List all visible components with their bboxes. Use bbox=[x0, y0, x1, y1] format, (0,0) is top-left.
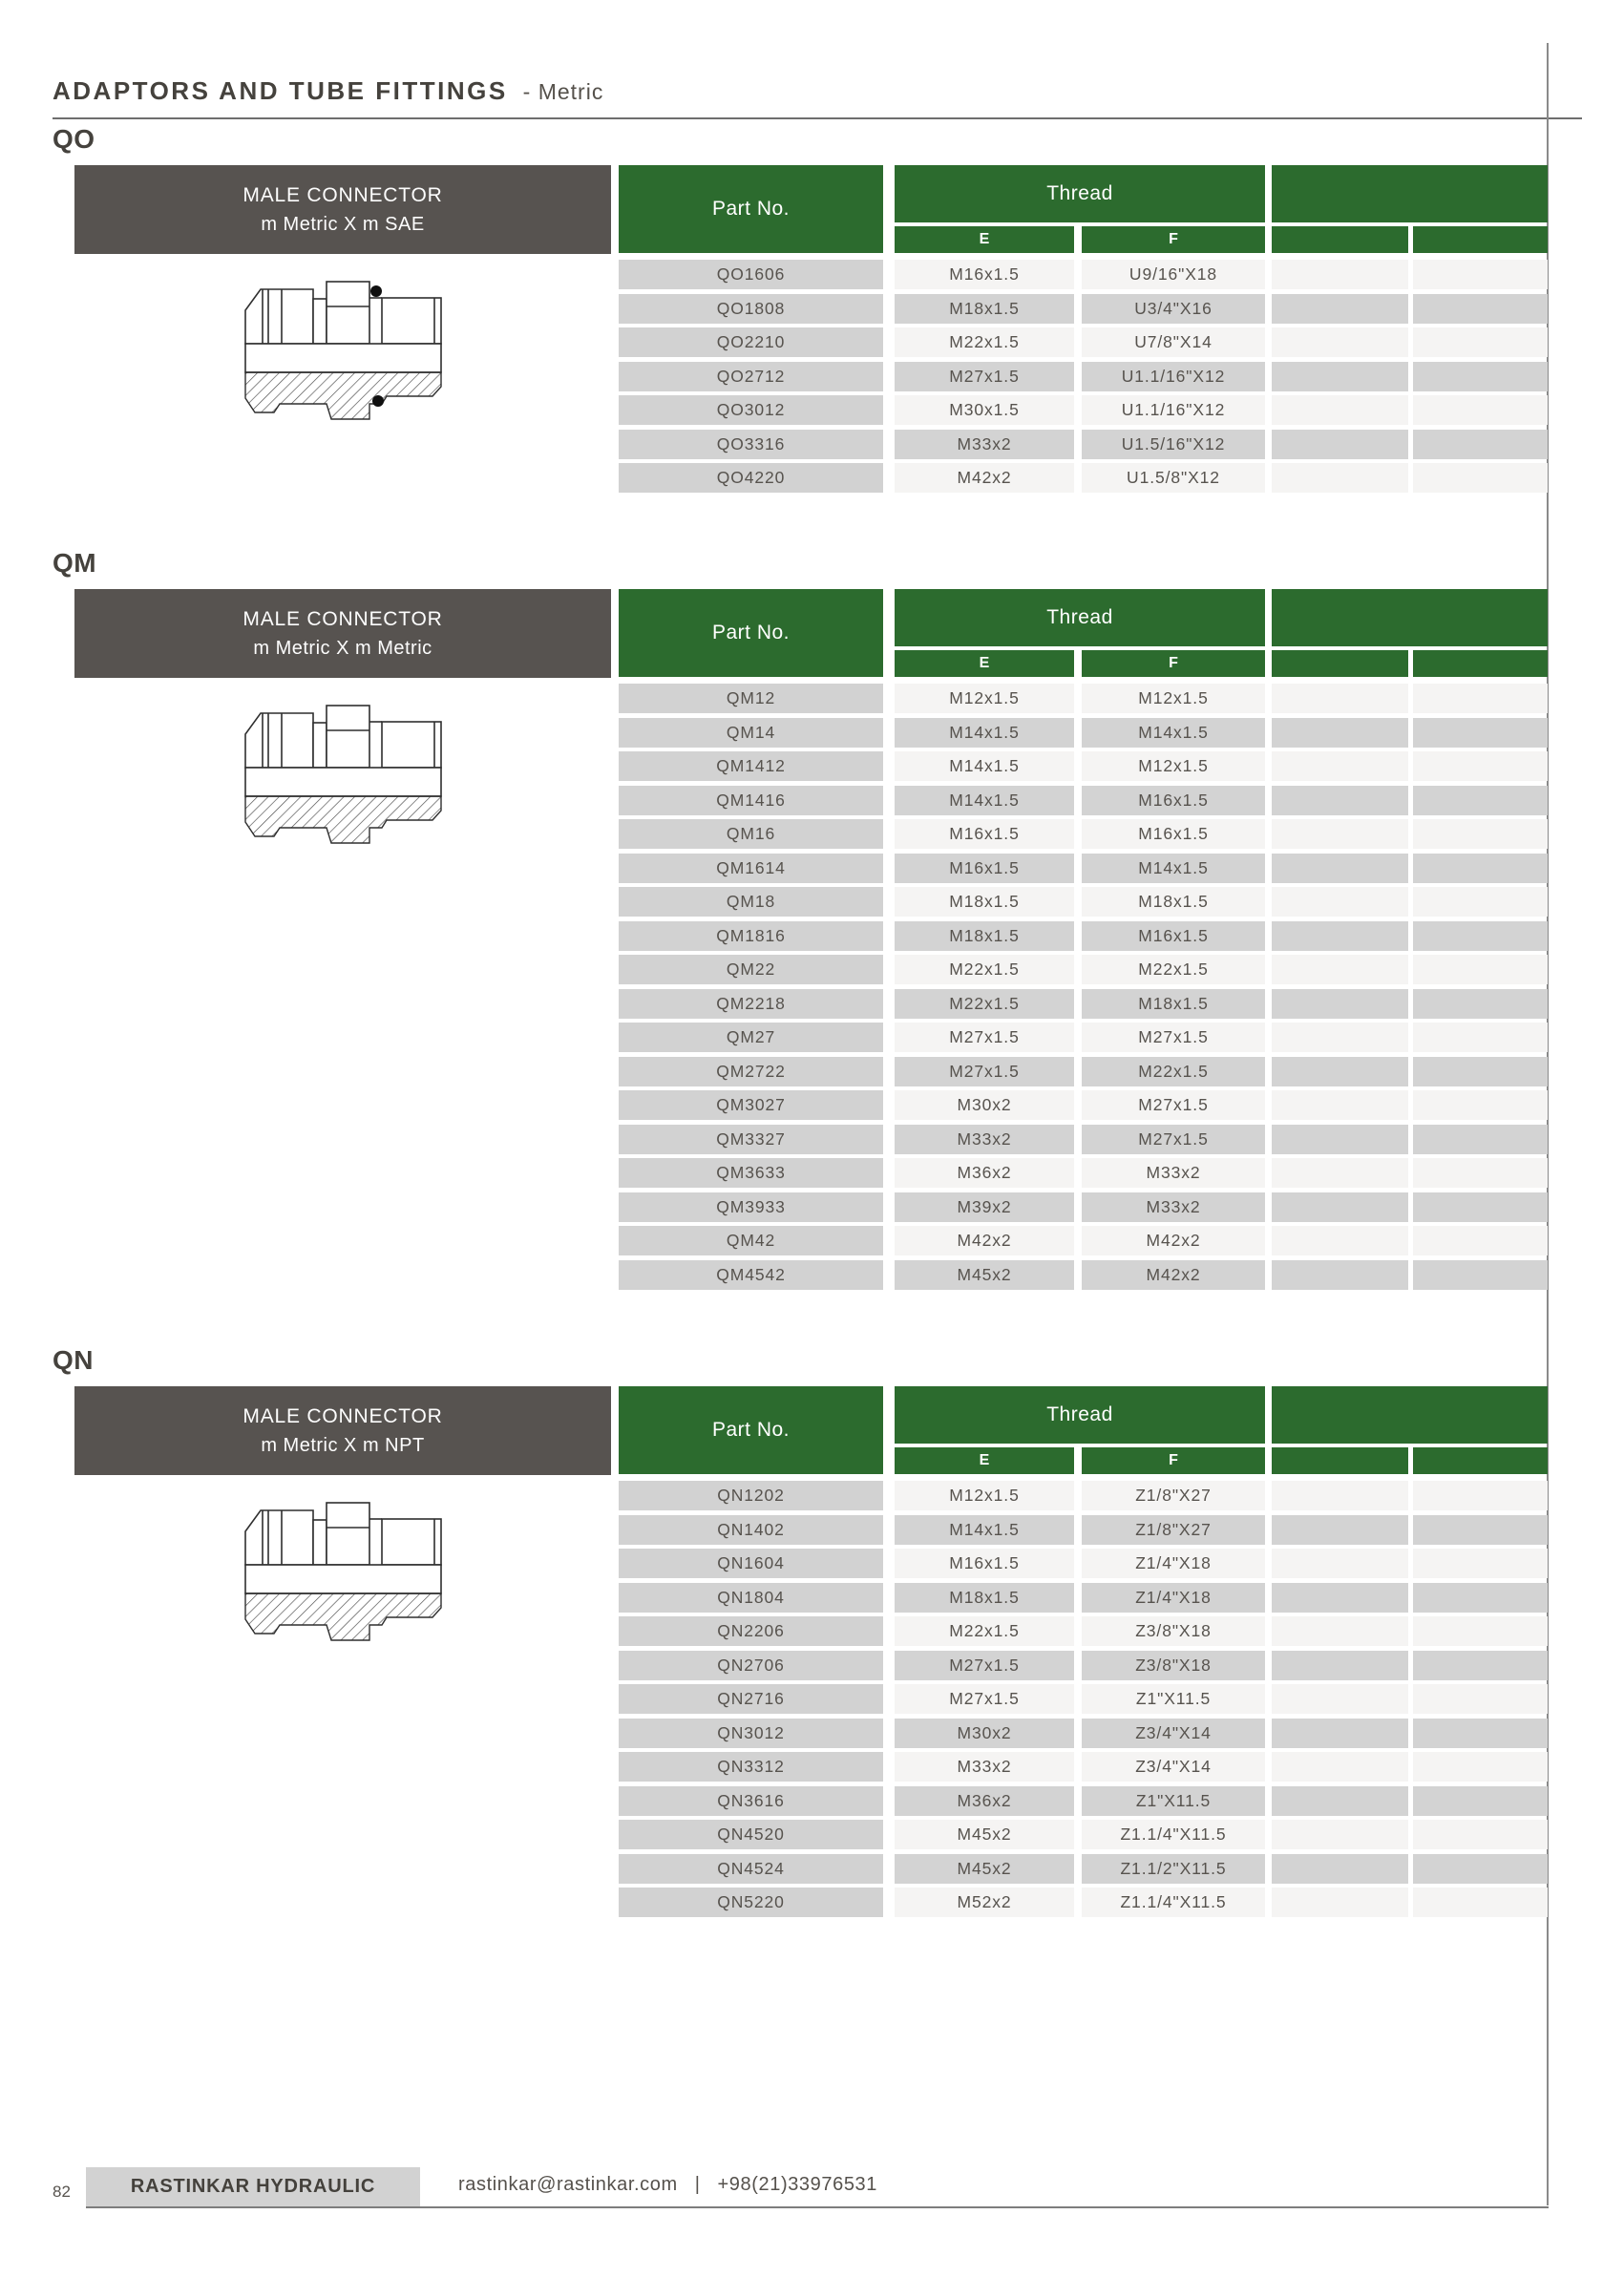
table-row bbox=[619, 1090, 1548, 1120]
cell-empty bbox=[1413, 786, 1548, 815]
column-header-thread-label: Thread bbox=[1046, 606, 1113, 628]
column-header-extra-2 bbox=[1413, 1447, 1548, 1474]
footer-brand bbox=[86, 2167, 420, 2206]
footer-phone: +98(21)33976531 bbox=[717, 2174, 877, 2195]
cell-part-no: QO4220 bbox=[619, 463, 883, 493]
cell-part-no: QM1412 bbox=[619, 751, 883, 781]
table-row bbox=[619, 1752, 1548, 1782]
column-header-thread-f bbox=[1082, 650, 1265, 677]
cell-thread-e: M12x1.5 bbox=[895, 1481, 1074, 1510]
table-row bbox=[619, 1260, 1548, 1290]
cell-empty bbox=[1413, 327, 1548, 357]
product-name: MALE CONNECTOR bbox=[243, 183, 443, 206]
cell-thread-e: M45x2 bbox=[895, 1260, 1074, 1290]
cell-empty bbox=[1272, 1226, 1408, 1255]
product-name: MALE CONNECTOR bbox=[243, 607, 443, 630]
table-row bbox=[619, 1158, 1548, 1188]
cell-part-no: QN1604 bbox=[619, 1549, 883, 1578]
product-header-card bbox=[74, 1386, 611, 1475]
cell-thread-f: U1.5/8"X12 bbox=[1082, 463, 1265, 493]
cell-part-no: QO2210 bbox=[619, 327, 883, 357]
cell-thread-f: M18x1.5 bbox=[1082, 989, 1265, 1019]
cell-empty bbox=[1413, 1616, 1548, 1646]
column-header-f-label: F bbox=[1169, 231, 1178, 247]
cell-thread-e: M45x2 bbox=[895, 1820, 1074, 1849]
cell-part-no: QO1808 bbox=[619, 294, 883, 324]
cell-part-no: QN3312 bbox=[619, 1752, 883, 1782]
cell-empty bbox=[1272, 1786, 1408, 1816]
cell-empty bbox=[1413, 1719, 1548, 1748]
cell-thread-f: M27x1.5 bbox=[1082, 1125, 1265, 1154]
cell-thread-f: Z3/4"X14 bbox=[1082, 1719, 1265, 1748]
cell-thread-e: M27x1.5 bbox=[895, 1684, 1074, 1714]
cell-thread-f: Z3/8"X18 bbox=[1082, 1616, 1265, 1646]
cell-empty bbox=[1413, 1651, 1548, 1680]
cell-thread-f: Z1.1/4"X11.5 bbox=[1082, 1820, 1265, 1849]
parts-table bbox=[619, 1386, 1548, 1922]
cell-thread-e: M30x2 bbox=[895, 1090, 1074, 1120]
table-row bbox=[619, 921, 1548, 951]
table-row bbox=[619, 1515, 1548, 1545]
cell-empty bbox=[1272, 1549, 1408, 1578]
cell-empty bbox=[1272, 327, 1408, 357]
cell-empty bbox=[1413, 1192, 1548, 1222]
column-header-extra-1 bbox=[1272, 650, 1408, 677]
table-row bbox=[619, 1651, 1548, 1680]
cell-thread-e: M14x1.5 bbox=[895, 1515, 1074, 1545]
cell-thread-e: M14x1.5 bbox=[895, 786, 1074, 815]
cell-empty bbox=[1272, 1616, 1408, 1646]
column-header-part-no-label: Part No. bbox=[711, 198, 791, 220]
table-row bbox=[619, 1684, 1548, 1714]
cell-empty bbox=[1413, 362, 1548, 391]
cell-empty bbox=[1272, 955, 1408, 984]
cell-thread-f: M16x1.5 bbox=[1082, 921, 1265, 951]
cell-thread-e: M14x1.5 bbox=[895, 718, 1074, 748]
cell-thread-e: M27x1.5 bbox=[895, 1057, 1074, 1086]
cell-part-no: QM1416 bbox=[619, 786, 883, 815]
cell-part-no: QO2712 bbox=[619, 362, 883, 391]
cell-empty bbox=[1272, 1125, 1408, 1154]
cell-thread-f: Z3/8"X18 bbox=[1082, 1651, 1265, 1680]
cell-empty bbox=[1272, 1684, 1408, 1714]
cell-empty bbox=[1272, 260, 1408, 289]
cell-empty bbox=[1272, 395, 1408, 425]
section-code: QO bbox=[53, 124, 95, 154]
cell-thread-f: Z1/4"X18 bbox=[1082, 1549, 1265, 1578]
cell-empty bbox=[1272, 1090, 1408, 1120]
cell-empty bbox=[1413, 1158, 1548, 1188]
product-thread-combination: m Metric X m SAE bbox=[261, 213, 425, 235]
table-row bbox=[619, 362, 1548, 391]
page-title-main: ADAPTORS AND TUBE FITTINGS bbox=[53, 76, 508, 105]
cell-part-no: QO1606 bbox=[619, 260, 883, 289]
cell-empty bbox=[1413, 294, 1548, 324]
column-header-part-no bbox=[619, 589, 883, 677]
column-header-part-no bbox=[619, 165, 883, 253]
cell-empty bbox=[1413, 819, 1548, 849]
cell-thread-e: M33x2 bbox=[895, 1752, 1074, 1782]
cell-part-no: QM14 bbox=[619, 718, 883, 748]
column-header-thread-f bbox=[1082, 226, 1265, 253]
parts-table bbox=[619, 589, 1548, 1294]
cell-part-no: QM3933 bbox=[619, 1192, 883, 1222]
column-header-e-label: E bbox=[979, 231, 990, 247]
cell-part-no: QN3616 bbox=[619, 1786, 883, 1816]
cell-thread-f: Z1/8"X27 bbox=[1082, 1515, 1265, 1545]
cell-empty bbox=[1272, 989, 1408, 1019]
cell-thread-e: M30x2 bbox=[895, 1719, 1074, 1748]
column-header-part-no-label: Part No. bbox=[711, 1419, 791, 1441]
column-header-extra-1 bbox=[1272, 1447, 1408, 1474]
cell-thread-f: M14x1.5 bbox=[1082, 854, 1265, 883]
cell-thread-e: M27x1.5 bbox=[895, 1023, 1074, 1052]
cell-empty bbox=[1413, 1515, 1548, 1545]
footer-brand-label: RASTINKAR HYDRAULIC bbox=[130, 2176, 376, 2197]
cell-thread-e: M14x1.5 bbox=[895, 751, 1074, 781]
cell-thread-e: M30x1.5 bbox=[895, 395, 1074, 425]
cell-part-no: QO3012 bbox=[619, 395, 883, 425]
column-header-extra-group bbox=[1272, 589, 1548, 646]
cell-empty bbox=[1272, 1820, 1408, 1849]
fitting-technical-drawing bbox=[196, 1493, 444, 1656]
table-row bbox=[619, 1888, 1548, 1917]
cell-empty bbox=[1413, 955, 1548, 984]
cell-empty bbox=[1413, 463, 1548, 493]
fitting-drawing-svg bbox=[196, 272, 444, 434]
product-thread-combination: m Metric X m NPT bbox=[261, 1434, 425, 1456]
cell-empty bbox=[1413, 1226, 1548, 1255]
cell-thread-e: M42x2 bbox=[895, 463, 1074, 493]
cell-thread-f: Z1"X11.5 bbox=[1082, 1684, 1265, 1714]
column-header-thread-e bbox=[895, 650, 1074, 677]
cell-part-no: QM2218 bbox=[619, 989, 883, 1019]
table-row bbox=[619, 989, 1548, 1019]
product-header-card bbox=[74, 165, 611, 254]
cell-part-no: QM3633 bbox=[619, 1158, 883, 1188]
section-code: QM bbox=[53, 548, 97, 578]
cell-empty bbox=[1413, 921, 1548, 951]
cell-thread-e: M12x1.5 bbox=[895, 684, 1074, 713]
cell-empty bbox=[1272, 1158, 1408, 1188]
table-row bbox=[619, 327, 1548, 357]
cell-part-no: QM3027 bbox=[619, 1090, 883, 1120]
cell-thread-f: M27x1.5 bbox=[1082, 1023, 1265, 1052]
table-row bbox=[619, 1549, 1548, 1578]
product-header-card bbox=[74, 589, 611, 678]
cell-empty bbox=[1272, 1057, 1408, 1086]
cell-part-no: QN2716 bbox=[619, 1684, 883, 1714]
cell-empty bbox=[1413, 1481, 1548, 1510]
column-header-extra-2 bbox=[1413, 650, 1548, 677]
cell-thread-f: M12x1.5 bbox=[1082, 684, 1265, 713]
column-header-thread-f bbox=[1082, 1447, 1265, 1474]
table-row bbox=[619, 463, 1548, 493]
cell-part-no: QN1402 bbox=[619, 1515, 883, 1545]
cell-empty bbox=[1413, 1583, 1548, 1613]
column-header-f-label: F bbox=[1169, 655, 1178, 671]
table-row bbox=[619, 1786, 1548, 1816]
table-row bbox=[619, 887, 1548, 917]
column-header-part-no bbox=[619, 1386, 883, 1474]
cell-part-no: QM1816 bbox=[619, 921, 883, 951]
cell-part-no: QN4524 bbox=[619, 1854, 883, 1884]
cell-part-no: QN4520 bbox=[619, 1820, 883, 1849]
cell-part-no: QM4542 bbox=[619, 1260, 883, 1290]
table-row bbox=[619, 1719, 1548, 1748]
cell-thread-f: M12x1.5 bbox=[1082, 751, 1265, 781]
cell-empty bbox=[1272, 1719, 1408, 1748]
cell-empty bbox=[1272, 1752, 1408, 1782]
column-header-extra-1 bbox=[1272, 226, 1408, 253]
product-thread-combination: m Metric X m Metric bbox=[253, 637, 432, 659]
cell-thread-e: M39x2 bbox=[895, 1192, 1074, 1222]
cell-empty bbox=[1272, 1481, 1408, 1510]
column-header-e-label: E bbox=[979, 1452, 990, 1468]
section-code: QN bbox=[53, 1345, 94, 1375]
cell-thread-e: M18x1.5 bbox=[895, 921, 1074, 951]
cell-empty bbox=[1413, 260, 1548, 289]
cell-thread-e: M16x1.5 bbox=[895, 1549, 1074, 1578]
cell-part-no: QM22 bbox=[619, 955, 883, 984]
table-row bbox=[619, 786, 1548, 815]
cell-thread-e: M36x2 bbox=[895, 1158, 1074, 1188]
cell-empty bbox=[1272, 1583, 1408, 1613]
cell-thread-e: M33x2 bbox=[895, 1125, 1074, 1154]
cell-empty bbox=[1272, 854, 1408, 883]
column-header-thread-label: Thread bbox=[1046, 1403, 1113, 1425]
cell-empty bbox=[1272, 921, 1408, 951]
cell-part-no: QN1804 bbox=[619, 1583, 883, 1613]
cell-thread-f: M16x1.5 bbox=[1082, 786, 1265, 815]
column-header-thread bbox=[895, 165, 1265, 222]
cell-thread-f: M33x2 bbox=[1082, 1158, 1265, 1188]
cell-thread-e: M27x1.5 bbox=[895, 1651, 1074, 1680]
footer-separator: | bbox=[694, 2174, 701, 2195]
cell-thread-f: Z1.1/2"X11.5 bbox=[1082, 1854, 1265, 1884]
footer-email: rastinkar@rastinkar.com bbox=[458, 2174, 678, 2195]
cell-empty bbox=[1413, 887, 1548, 917]
cell-empty bbox=[1272, 819, 1408, 849]
table-row bbox=[619, 1057, 1548, 1086]
cell-empty bbox=[1272, 1888, 1408, 1917]
cell-thread-e: M36x2 bbox=[895, 1786, 1074, 1816]
cell-empty bbox=[1272, 718, 1408, 748]
cell-empty bbox=[1413, 1888, 1548, 1917]
cell-part-no: QN5220 bbox=[619, 1888, 883, 1917]
column-header-extra-group bbox=[1272, 165, 1548, 222]
column-header-thread bbox=[895, 589, 1265, 646]
footer-rule bbox=[86, 2206, 1549, 2208]
cell-thread-e: M45x2 bbox=[895, 1854, 1074, 1884]
cell-thread-e: M16x1.5 bbox=[895, 260, 1074, 289]
oring-dot bbox=[370, 285, 382, 297]
cell-thread-f: M33x2 bbox=[1082, 1192, 1265, 1222]
cell-thread-e: M18x1.5 bbox=[895, 887, 1074, 917]
cell-thread-f: Z1/8"X27 bbox=[1082, 1481, 1265, 1510]
table-row bbox=[619, 1583, 1548, 1613]
parts-table bbox=[619, 165, 1548, 497]
table-row bbox=[619, 718, 1548, 748]
cell-empty bbox=[1413, 1023, 1548, 1052]
cell-part-no: QM3327 bbox=[619, 1125, 883, 1154]
cell-thread-f: U3/4"X16 bbox=[1082, 294, 1265, 324]
cell-thread-f: M22x1.5 bbox=[1082, 955, 1265, 984]
cell-part-no: QN2706 bbox=[619, 1651, 883, 1680]
cell-thread-f: Z1/4"X18 bbox=[1082, 1583, 1265, 1613]
cell-part-no: QM12 bbox=[619, 684, 883, 713]
oring-dot bbox=[372, 395, 384, 407]
cell-part-no: QN1202 bbox=[619, 1481, 883, 1510]
table-row bbox=[619, 430, 1548, 459]
table-row bbox=[619, 294, 1548, 324]
cell-empty bbox=[1272, 887, 1408, 917]
table-row bbox=[619, 751, 1548, 781]
cell-thread-e: M27x1.5 bbox=[895, 362, 1074, 391]
fitting-drawing-svg bbox=[196, 1493, 444, 1656]
cell-thread-e: M22x1.5 bbox=[895, 989, 1074, 1019]
cell-empty bbox=[1413, 854, 1548, 883]
cell-thread-f: Z1"X11.5 bbox=[1082, 1786, 1265, 1816]
title-rule bbox=[53, 117, 1582, 119]
cell-empty bbox=[1413, 1260, 1548, 1290]
cell-empty bbox=[1272, 1515, 1408, 1545]
cell-empty bbox=[1413, 1820, 1548, 1849]
cell-thread-f: M22x1.5 bbox=[1082, 1057, 1265, 1086]
page-title-sub: - Metric bbox=[522, 79, 604, 104]
cell-empty bbox=[1413, 989, 1548, 1019]
cell-empty bbox=[1413, 1786, 1548, 1816]
cell-part-no: QM16 bbox=[619, 819, 883, 849]
cell-thread-f: Z1.1/4"X11.5 bbox=[1082, 1888, 1265, 1917]
cell-empty bbox=[1272, 684, 1408, 713]
column-header-thread bbox=[895, 1386, 1265, 1444]
cell-empty bbox=[1413, 1125, 1548, 1154]
cell-empty bbox=[1272, 430, 1408, 459]
column-header-extra-group bbox=[1272, 1386, 1548, 1444]
cell-empty bbox=[1272, 294, 1408, 324]
table-row bbox=[619, 260, 1548, 289]
cell-thread-e: M42x2 bbox=[895, 1226, 1074, 1255]
cell-empty bbox=[1272, 1651, 1408, 1680]
cell-empty bbox=[1413, 395, 1548, 425]
column-header-part-no-label: Part No. bbox=[711, 622, 791, 643]
cell-part-no: QM1614 bbox=[619, 854, 883, 883]
cell-part-no: QM27 bbox=[619, 1023, 883, 1052]
cell-empty bbox=[1413, 1684, 1548, 1714]
cell-thread-e: M18x1.5 bbox=[895, 294, 1074, 324]
cell-part-no: QO3316 bbox=[619, 430, 883, 459]
table-row bbox=[619, 1820, 1548, 1849]
column-header-thread-e bbox=[895, 226, 1074, 253]
cell-thread-f: M16x1.5 bbox=[1082, 819, 1265, 849]
cell-empty bbox=[1272, 362, 1408, 391]
cell-empty bbox=[1413, 430, 1548, 459]
column-header-extra-2 bbox=[1413, 226, 1548, 253]
cell-empty bbox=[1272, 786, 1408, 815]
cell-part-no: QM18 bbox=[619, 887, 883, 917]
table-row bbox=[619, 955, 1548, 984]
cell-empty bbox=[1272, 1260, 1408, 1290]
cell-empty bbox=[1413, 1057, 1548, 1086]
cell-empty bbox=[1272, 751, 1408, 781]
table-row bbox=[619, 1125, 1548, 1154]
cell-empty bbox=[1413, 1752, 1548, 1782]
cell-thread-f: U9/16"X18 bbox=[1082, 260, 1265, 289]
column-header-f-label: F bbox=[1169, 1452, 1178, 1468]
cell-part-no: QN2206 bbox=[619, 1616, 883, 1646]
table-row bbox=[619, 395, 1548, 425]
cell-empty bbox=[1413, 1549, 1548, 1578]
cell-thread-e: M18x1.5 bbox=[895, 1583, 1074, 1613]
column-header-e-label: E bbox=[979, 655, 990, 671]
fitting-technical-drawing bbox=[196, 696, 444, 858]
cell-thread-f: Z3/4"X14 bbox=[1082, 1752, 1265, 1782]
table-row bbox=[619, 1023, 1548, 1052]
fitting-technical-drawing bbox=[196, 272, 444, 434]
cell-empty bbox=[1413, 718, 1548, 748]
cell-empty bbox=[1272, 1023, 1408, 1052]
cell-thread-e: M16x1.5 bbox=[895, 819, 1074, 849]
cell-thread-f: M42x2 bbox=[1082, 1226, 1265, 1255]
cell-thread-f: U7/8"X14 bbox=[1082, 327, 1265, 357]
cell-thread-e: M22x1.5 bbox=[895, 1616, 1074, 1646]
cell-empty bbox=[1413, 684, 1548, 713]
column-header-thread-label: Thread bbox=[1046, 182, 1113, 204]
cell-empty bbox=[1272, 1192, 1408, 1222]
table-row bbox=[619, 684, 1548, 713]
cell-thread-f: M42x2 bbox=[1082, 1260, 1265, 1290]
page-title bbox=[53, 76, 603, 106]
cell-thread-e: M52x2 bbox=[895, 1888, 1074, 1917]
cell-empty bbox=[1413, 1854, 1548, 1884]
table-row bbox=[619, 1192, 1548, 1222]
cell-thread-f: M18x1.5 bbox=[1082, 887, 1265, 917]
table-row bbox=[619, 1481, 1548, 1510]
cell-part-no: QM42 bbox=[619, 1226, 883, 1255]
cell-thread-f: M27x1.5 bbox=[1082, 1090, 1265, 1120]
cell-thread-f: M14x1.5 bbox=[1082, 718, 1265, 748]
footer-contact bbox=[458, 2174, 877, 2196]
cell-thread-e: M16x1.5 bbox=[895, 854, 1074, 883]
product-name: MALE CONNECTOR bbox=[243, 1404, 443, 1427]
column-header-thread-e bbox=[895, 1447, 1074, 1474]
table-row bbox=[619, 819, 1548, 849]
cell-empty bbox=[1413, 751, 1548, 781]
cell-thread-f: U1.1/16"X12 bbox=[1082, 362, 1265, 391]
cell-thread-f: U1.5/16"X12 bbox=[1082, 430, 1265, 459]
table-row bbox=[619, 854, 1548, 883]
cell-part-no: QN3012 bbox=[619, 1719, 883, 1748]
page-number: 82 bbox=[53, 2183, 71, 2201]
cell-thread-e: M22x1.5 bbox=[895, 955, 1074, 984]
cell-part-no: QM2722 bbox=[619, 1057, 883, 1086]
cell-empty bbox=[1272, 1854, 1408, 1884]
cell-thread-e: M22x1.5 bbox=[895, 327, 1074, 357]
table-row bbox=[619, 1854, 1548, 1884]
cell-thread-f: U1.1/16"X12 bbox=[1082, 395, 1265, 425]
cell-empty bbox=[1272, 463, 1408, 493]
table-row bbox=[619, 1616, 1548, 1646]
cell-thread-e: M33x2 bbox=[895, 430, 1074, 459]
fitting-drawing-svg bbox=[196, 696, 444, 858]
cell-empty bbox=[1413, 1090, 1548, 1120]
table-row bbox=[619, 1226, 1548, 1255]
